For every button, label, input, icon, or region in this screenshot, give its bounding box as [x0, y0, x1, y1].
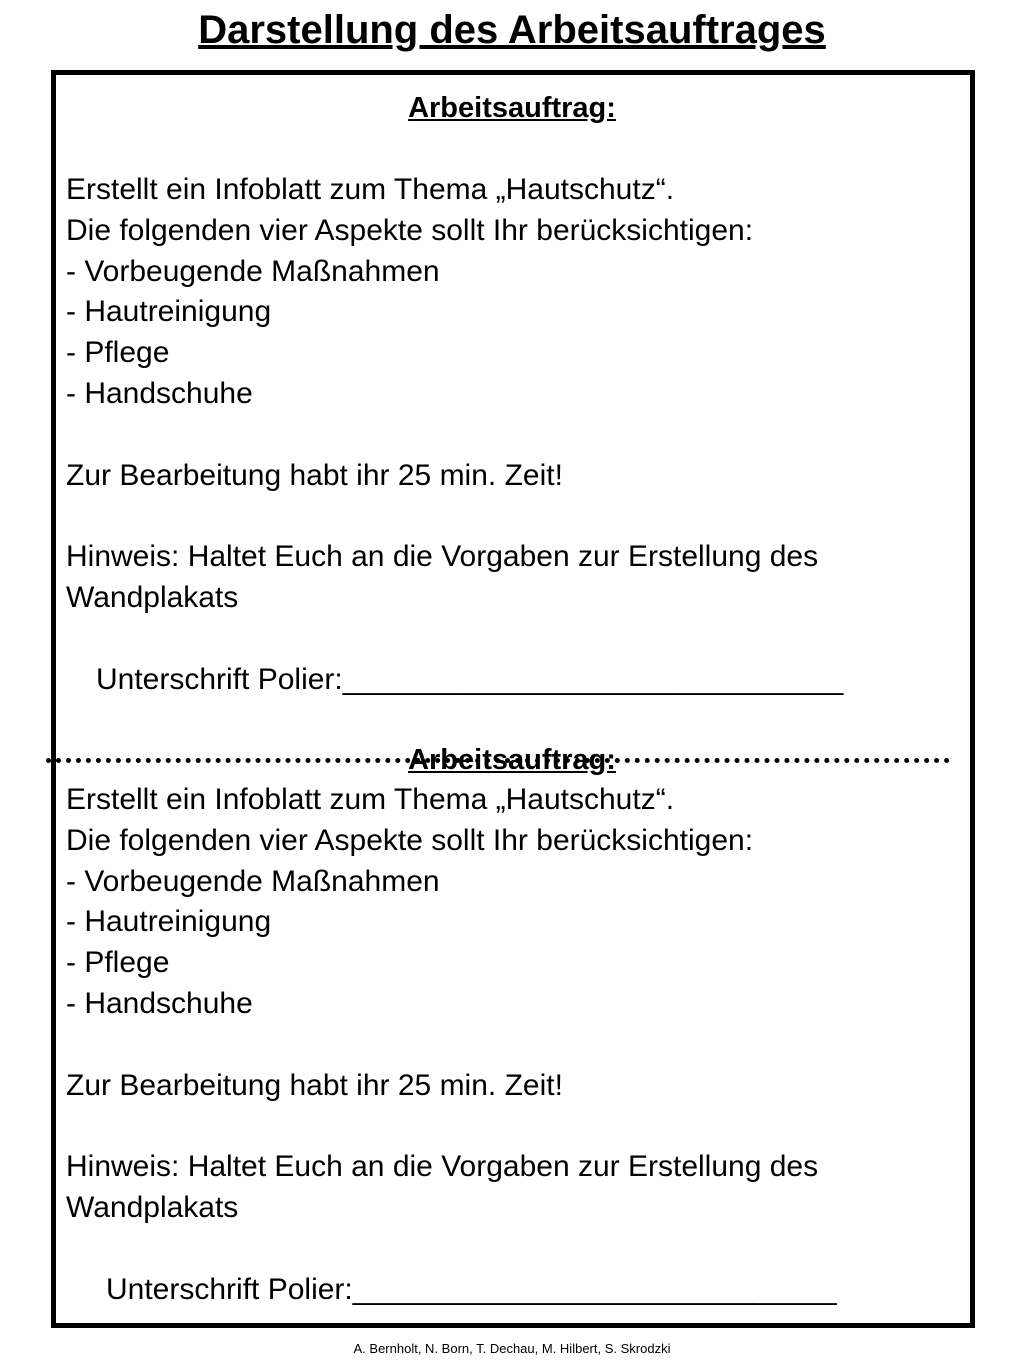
- aspect-item: - Pflege: [66, 946, 170, 980]
- aspect-item: - Vorbeugende Maßnahmen: [66, 254, 440, 288]
- assignment-instruction: Die folgenden vier Aspekte sollt Ihr berücksichtigen:: [66, 823, 754, 857]
- spacer: [66, 1229, 966, 1270]
- hint-text-continued: Wandplakats: [66, 580, 239, 614]
- spacer: [66, 1025, 966, 1066]
- assignment-section-bottom: [66, 740, 966, 1310]
- signature-line: Unterschrift Polier:______________________________: [96, 662, 844, 696]
- author-credits: A. Bernholt, N. Born, T. Dechau, M. Hilbert, S. Skrodzki: [353, 1341, 671, 1356]
- assignment-intro: Erstellt ein Infoblatt zum Thema „Hautschutz“.: [66, 173, 675, 206]
- hint-text: Hinweis: Haltet Euch an die Vorgaben zur Erstellung des: [66, 540, 819, 574]
- hint-text-continued: Wandplakats: [66, 1190, 239, 1224]
- time-note: Zur Bearbeitung habt ihr 25 min. Zeit!: [66, 1068, 563, 1102]
- assignment-heading: Arbeitsauftrag:: [408, 92, 616, 124]
- hint-text: Hinweis: Haltet Euch an die Vorgaben zur Erstellung des: [66, 1150, 819, 1184]
- aspect-item: - Handschuhe: [66, 986, 253, 1020]
- assignment-section-top: [66, 88, 966, 700]
- aspect-item: - Vorbeugende Maßnahmen: [66, 864, 440, 898]
- aspect-item: - Hautreinigung: [66, 905, 272, 939]
- spacer: [66, 1106, 966, 1147]
- spacer: [66, 619, 966, 660]
- assignment-instruction: Die folgenden vier Aspekte sollt Ihr berücksichtigen:: [66, 213, 754, 247]
- time-note: Zur Bearbeitung habt ihr 25 min. Zeit!: [66, 458, 563, 492]
- spacer: [66, 496, 966, 537]
- aspect-item: - Pflege: [66, 336, 170, 370]
- spacer: [66, 415, 966, 456]
- aspect-item: - Handschuhe: [66, 376, 253, 410]
- aspect-item: - Hautreinigung: [66, 295, 272, 329]
- page-title: Darstellung des Arbeitsauftrages: [198, 8, 826, 52]
- signature-line: Unterschrift Polier:_____________________________: [106, 1272, 837, 1306]
- assignment-heading: Arbeitsauftrag:: [408, 744, 616, 776]
- assignment-intro: Erstellt ein Infoblatt zum Thema „Hautschutz“.: [66, 783, 675, 816]
